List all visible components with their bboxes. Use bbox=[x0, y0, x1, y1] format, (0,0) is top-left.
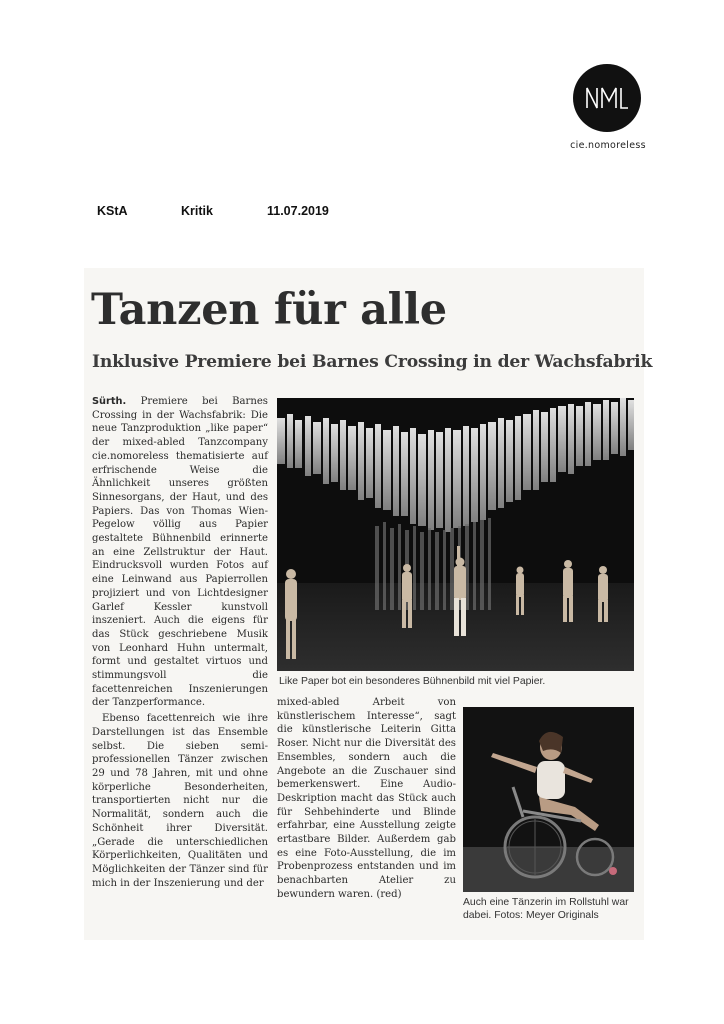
photo-caption-1: Like Paper bot ein besonderes Bühnenbild mit viel Papier. bbox=[279, 676, 546, 687]
source-label: KStA bbox=[97, 204, 128, 218]
logo-wordmark: cie.nomoreless bbox=[570, 140, 646, 151]
type-label: Kritik bbox=[181, 204, 213, 218]
photo-caption-2: Auch eine Tänzerin im Rollstuhl war dabei. Fotos: Meyer Originals bbox=[463, 897, 629, 922]
date-label: 11.07.2019 bbox=[267, 204, 329, 218]
paragraph-1 bbox=[92, 395, 268, 710]
article-headline: Tanzen für alle bbox=[91, 285, 447, 335]
stage-photo-image bbox=[277, 398, 634, 671]
article-subheadline: Inklusive Premiere bei Barnes Crossing in der Wachsfabrik bbox=[92, 352, 653, 372]
paragraph-2: Ebenso facettenreich wie ihre Darstellungen ist das Ensemble selbst. Die sieben semi-professionellen Tänzer zwischen 29 und 78 Jahren, mit und ohne körperliche Besonderheiten, transportierten nicht nur die Normalität, sondern auch die Schönheit ihrer Diversität. „Gerade die unterschiedlichen Körperlichkeiten, Qualitäten und Möglichkeiten der Tänzer sind für mich in der Inszenierung und der bbox=[92, 713, 268, 889]
article-column-1 bbox=[92, 395, 268, 890]
company-logo bbox=[573, 64, 641, 132]
article-column-3 bbox=[277, 696, 456, 902]
wheelchair-dancer-image bbox=[463, 707, 634, 892]
lead-place: Sürth. bbox=[92, 396, 127, 407]
wheelchair-dancer-photo bbox=[463, 707, 634, 892]
stage-photo bbox=[277, 398, 634, 671]
nml-monogram-icon bbox=[584, 85, 630, 111]
paragraph-3: mixed-abled Arbeit von künstlerischem Interesse“, sagt die künstlerische Leiterin Gitta Roser. Nicht nur die Diversität des Ensembles, sondern auch die Angebote an die Zuschauer sind bemerkenswert. Eine Audio-Deskription macht das Stück auch für Sehbehinderte und Blinde erfahrbar, eine Ausstellung zeigte ertastbare Bilder. Außerdem gab es eine Foto-Ausstellung, die im Probenprozess entstanden und im benachbarten Atelier zu bewundern waren. (red) bbox=[277, 697, 456, 900]
paragraph-1-text: Premiere bei Barnes Crossing in der Wachsfabrik: Die neue Tanzproduktion „like paper“ der mixed-abled Tanzcompany cie.nomoreless thematisierte auf erfrischende Weise die Ähnlichkeit unseres größten Sinnesorgans, der Haut, und des Papiers. Das von Thomas Wien-Pegelow völlig aus Papier gestaltete Bühnenbild erinnerte an eine Zellstruktur der Haut. Eindrucksvoll wurden Fotos auf eine Leinwand aus Papierrollen projiziert und von Lichtdesigner Garlef Kessler kunstvoll inszeniert. Auch die eigens für das Stück geschriebene Musik von Leonhard Huhn untermalt, formt und gestaltet virtuos und stimmungsvoll die facettenreichen Inszenierungen der Tanzperformance. bbox=[92, 396, 268, 709]
